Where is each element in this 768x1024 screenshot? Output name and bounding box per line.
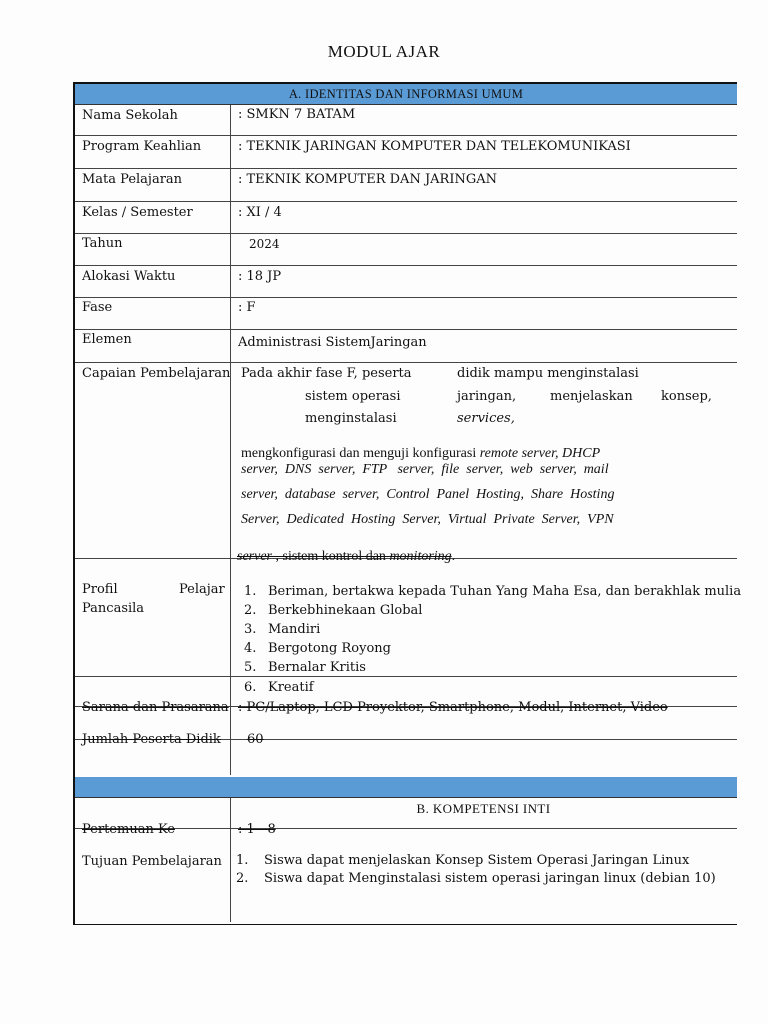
value-program-keahlian: : TEKNIK JARINGAN KOMPUTER DAN TELEKOMUNIKASI — [238, 139, 631, 154]
row-divider — [75, 201, 737, 202]
value-pertemuan: : 1 - 8 — [238, 822, 276, 837]
label-mata-pelajaran: Mata Pelajaran — [82, 172, 183, 187]
document-title: MODUL AJAR — [327, 42, 441, 61]
capaian-line2d: konsep, — [661, 389, 712, 404]
value-kelas-semester: : XI / 4 — [238, 205, 282, 220]
value-mata-pelajaran: : TEKNIK KOMPUTER DAN JARINGAN — [238, 172, 497, 187]
row-divider — [75, 297, 737, 298]
capaian-line1a: Pada akhir fase F, peserta — [241, 366, 412, 381]
label-nama-sekolah: Nama Sekolah — [82, 108, 178, 123]
value-fase: : F — [238, 300, 256, 315]
label-elemen: Elemen — [82, 332, 132, 347]
capaian-line7: Server, Dedicated Hosting Server, Virtual Private Server, VPN — [241, 512, 614, 527]
section-a-header — [75, 84, 737, 105]
value-jumlah: 60 — [247, 732, 264, 747]
profil-item: 6. Kreatif — [244, 680, 314, 695]
label-kelas-semester: Kelas / Semester — [82, 205, 193, 220]
capaian-line6: server, database server, Control Panel Hosting, Share Hosting — [241, 487, 615, 502]
capaian-line2c: menjelaskan — [550, 389, 633, 404]
capaian-line4b: remote server, DHCP — [479, 446, 601, 461]
identity-table — [73, 82, 742, 925]
capaian-line3b: services, — [457, 411, 515, 426]
label-sarana: Sarana dan Prasarana — [82, 700, 229, 715]
value-tahun: 2024 — [249, 237, 280, 251]
capaian-line5: server, DNS server, FTP server, file server, web server, mail — [241, 462, 609, 477]
section-a-title: A. IDENTITAS DAN INFORMASI UMUM — [288, 87, 524, 101]
label-profil-c: Pancasila — [82, 601, 145, 616]
profil-item: 5. Bernalar Kritis — [244, 660, 366, 675]
capaian-line4 — [241, 446, 731, 462]
capaian-line2b: jaringan, — [457, 389, 517, 404]
row-divider — [75, 135, 737, 136]
value-sarana: : PC/Laptop, LCD Proyektor, Smartphone, Modul, Internet, Video — [238, 700, 668, 715]
capaian-line8a: server — [237, 549, 272, 564]
label-tujuan: Tujuan Pembelajaran — [82, 854, 222, 869]
row-divider — [75, 233, 737, 234]
row-divider — [75, 265, 737, 266]
row-divider — [75, 676, 737, 677]
row-divider — [75, 362, 737, 363]
value-alokasi-waktu: : 18 JP — [238, 269, 282, 284]
label-pertemuan: Pertemuan Ke — [82, 822, 175, 837]
row-divider — [75, 168, 737, 169]
tujuan-item: 2. Siswa dapat Menginstalasi sistem operasi jaringan linux (debian 10) — [236, 871, 716, 886]
value-elemen: Administrasi SistemJaringan — [238, 335, 427, 350]
label-alokasi-waktu: Alokasi Waktu — [82, 269, 176, 284]
capaian-line2a: sistem operasi — [305, 389, 401, 404]
tujuan-item: 1. Siswa dapat menjelaskan Konsep Sistem Operasi Jaringan Linux — [236, 853, 690, 868]
section-b-title: B. KOMPETENSI INTI — [416, 801, 551, 816]
label-program-keahlian: Program Keahlian — [82, 139, 202, 154]
label-fase: Fase — [82, 300, 113, 315]
value-nama-sekolah: : SMKN 7 BATAM — [238, 107, 356, 122]
column-divider — [230, 105, 231, 775]
capaian-line3a: menginstalasi — [305, 411, 397, 426]
profil-item: 3. Mandiri — [244, 622, 321, 637]
capaian-line8d: . — [451, 549, 456, 564]
capaian-line8 — [237, 549, 455, 565]
row-divider — [75, 329, 737, 330]
capaian-line8b: , sistem kontrol dan — [272, 549, 390, 564]
profil-item: 2. Berkebhinekaan Global — [244, 603, 423, 618]
capaian-line1b: didik mampu menginstalasi — [457, 366, 639, 381]
label-profil-b: Pelajar — [179, 582, 225, 597]
capaian-line8c: monitoring — [389, 549, 452, 564]
label-jumlah: Jumlah Peserta Didik — [82, 732, 221, 747]
profil-item: 4. Bergotong Royong — [244, 641, 391, 656]
section-b-band — [75, 777, 737, 798]
capaian-line4a: mengkonfigurasi dan menguji konfigurasi — [241, 446, 480, 461]
label-profil-a: Profil — [82, 582, 118, 597]
label-capaian: Capaian Pembelajaran — [82, 366, 231, 381]
label-tahun: Tahun — [82, 236, 123, 251]
profil-item: 1. Beriman, bertakwa kepada Tuhan Yang Maha Esa, dan berakhlak mulia — [244, 584, 742, 599]
